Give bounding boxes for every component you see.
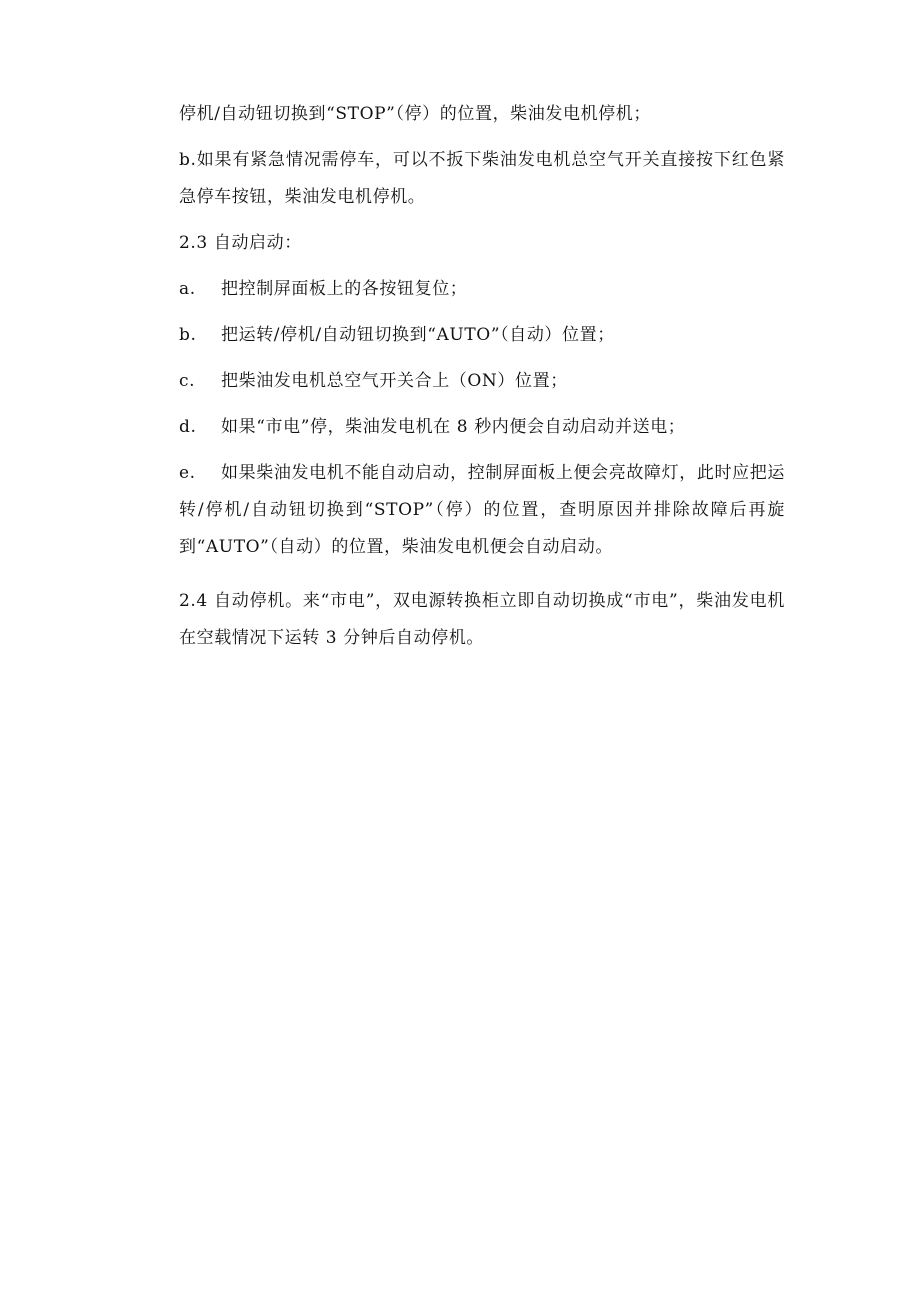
step-marker: c. xyxy=(179,371,196,391)
step-text: 如果柴油发电机不能自动启动，控制屏面板上便会亮故障灯，此时应把运转/停机/自动钮切换到“STOP”（停）的位置，查明原因并排除故障后再旋到“AUTO”（自动）的位置，柴油发电机便会自动启动。 xyxy=(179,463,785,557)
step-text: 如果“市电”停，柴油发电机在 8 秒内便会自动启动并送电； xyxy=(221,417,686,437)
step-e xyxy=(179,455,785,566)
stop-switch-line: 停机/自动钮切换到“STOP”（停）的位置，柴油发电机停机； xyxy=(179,104,651,124)
step-marker: e. xyxy=(179,463,196,483)
auto-stop-paragraph: 2.4 自动停机。来“市电”，双电源转换柜立即自动切换成“市电”，柴油发电机在空载情况下运转 3 分钟后自动停机。 xyxy=(179,591,785,648)
emergency-stop-paragraph: b.如果有紧急情况需停车，可以不扳下柴油发电机总空气开关直接按下红色紧急停车按钮，柴油发电机停机。 xyxy=(179,150,785,207)
step-text: 把运转/停机/自动钮切换到“AUTO”（自动）位置； xyxy=(221,325,615,345)
step-text: 把柴油发电机总空气开关合上（ON）位置； xyxy=(221,371,568,391)
step-marker: b. xyxy=(179,325,197,345)
step-marker: a. xyxy=(179,279,196,299)
step-a xyxy=(179,271,785,308)
auto-start-heading: 2.3 自动启动： xyxy=(179,233,302,253)
step-text: 把控制屏面板上的各按钮复位； xyxy=(221,279,468,299)
step-d xyxy=(179,409,785,446)
step-c xyxy=(179,363,785,400)
step-marker: d. xyxy=(179,417,197,437)
document-body xyxy=(179,96,785,657)
step-b xyxy=(179,317,785,354)
